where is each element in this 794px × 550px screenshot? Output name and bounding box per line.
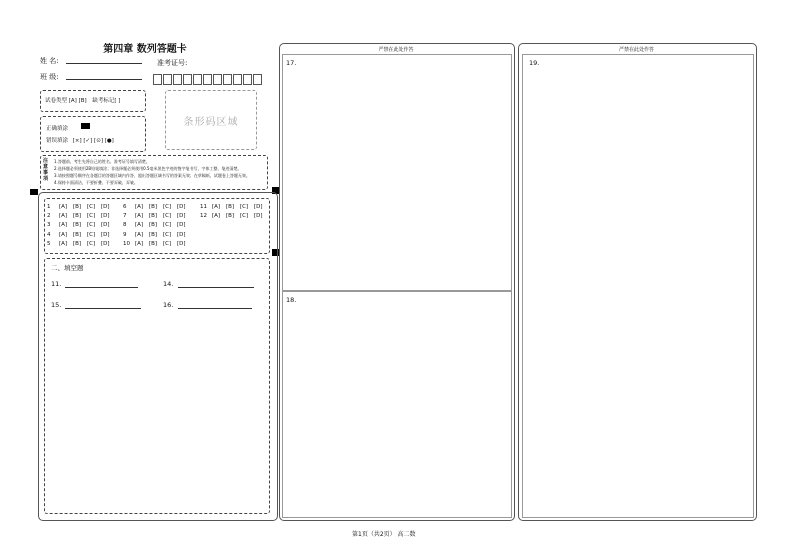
choice-option[interactable]: [A] [135,222,144,229]
choice-option[interactable]: [A] [212,204,221,210]
no-write-notice: 严禁在此处作答 [378,47,414,53]
answer-box-18[interactable] [282,291,512,518]
fill-heading: 二、填空题 [51,264,84,272]
choice-option[interactable]: [D] [254,204,263,210]
fill-item-label: 11. [51,280,62,288]
choice-option[interactable]: [B] [73,204,82,210]
choice-number: 7 [123,213,127,220]
choice-option[interactable]: [A] [135,204,144,210]
note-line: 1.答题前，考生先将自己的姓名、准考证号填写清楚。 [54,159,150,164]
choice-option[interactable]: [A] [135,231,144,238]
choice-number: 11 [200,204,207,210]
choice-row [123,221,191,230]
name-field[interactable] [66,63,142,64]
question-18-label: 18. [286,296,297,304]
choice-number: 10 [123,240,130,247]
choice-option[interactable]: [C] [87,213,96,220]
choice-option[interactable]: [D] [101,240,110,247]
fill-answer-line[interactable] [65,308,141,309]
choice-option[interactable]: [A] [59,222,68,229]
choice-option[interactable]: [B] [73,222,82,229]
choice-option[interactable]: [C] [87,231,96,238]
choice-row [123,212,191,221]
choice-option[interactable]: [C] [240,204,249,210]
notes-box [40,155,268,190]
question-19-label: 19. [529,59,540,67]
choice-number: 2 [47,213,51,220]
class-label: 班 级: [40,73,59,81]
choice-option[interactable]: [A] [59,204,68,210]
choice-number: 12 [200,213,207,220]
fill-answer-line[interactable] [178,308,252,309]
choice-option[interactable]: [B] [149,240,158,247]
choice-option[interactable]: [A] [212,213,221,220]
choice-option[interactable]: [D] [101,231,110,238]
choice-number: 6 [123,204,127,210]
choice-option[interactable]: [D] [177,213,186,220]
correct-fill-label: 正确填涂 [46,126,69,132]
fill-example-box [40,116,146,152]
choice-row [47,203,115,212]
choice-option[interactable]: [B] [226,213,235,220]
note-line: 3.请按照题号顺序在各题目的答题区域内作答，超出答题区域书写的答案无效；在草稿纸、试题卷上答题无效。 [54,173,250,178]
choice-row [123,240,191,249]
choice-option[interactable]: [D] [177,222,186,229]
choice-option[interactable]: [A] [59,213,68,220]
fill-item-label: 15. [51,301,62,309]
choice-option[interactable]: [A] [59,231,68,238]
choice-row [123,203,191,212]
test-type-options[interactable]: [A] [B] [68,98,87,104]
fill-answer-line[interactable] [178,287,254,288]
choice-row [47,240,115,249]
question-17-label: 17. [286,59,297,67]
choice-option[interactable]: [D] [254,213,263,220]
choice-option[interactable]: [C] [163,204,172,210]
choice-option[interactable]: [D] [101,204,110,210]
test-type-label: 试卷类型 [45,98,68,104]
wrong-fill-label: 错误填涂 [46,138,69,144]
choice-option[interactable]: [B] [73,231,82,238]
choice-option[interactable]: [D] [177,204,186,210]
choice-option[interactable]: [B] [149,213,158,220]
choice-row [200,212,268,221]
barcode-area: 条形码区域 [165,90,257,150]
exam-no-label: 准考证号: [157,59,188,67]
sheet-title: 第四章 数列答题卡 [103,44,187,55]
choice-row [47,231,115,240]
fill-item-label: 14. [163,280,174,288]
choice-option[interactable]: [A] [135,240,144,247]
choice-option[interactable]: [A] [135,213,144,220]
absent-mark[interactable]: 缺考标记[ ] [92,98,121,104]
page-footer: 第1页（共2页） 高二数 [352,531,416,538]
choice-option[interactable]: [C] [163,240,172,247]
choice-option[interactable]: [D] [177,231,186,238]
choice-number: 8 [123,222,127,229]
choice-number: 4 [47,231,51,238]
choice-option[interactable]: [B] [149,222,158,229]
notes-heading: 注意事项 [43,158,49,182]
choice-option[interactable]: [C] [87,204,96,210]
choice-option[interactable]: [C] [87,240,96,247]
answer-box-19[interactable] [522,54,754,518]
note-line: 4.保持卡面清洁，不要折叠、不要弄破、弄皱。 [54,180,138,185]
choice-option[interactable]: [C] [240,213,249,220]
class-field[interactable] [66,79,142,80]
choice-option[interactable]: [A] [59,240,68,247]
choice-option[interactable]: [C] [163,231,172,238]
choice-option[interactable]: [D] [101,213,110,220]
choice-option[interactable]: [C] [163,222,172,229]
choice-number: 9 [123,231,127,238]
note-line: 2.选择题必须使用2B铅笔填涂；非选择题必须使用0.5毫米黑色字迹的签字笔书写，字体工整、笔迹清楚。 [54,166,242,171]
choice-section [44,198,270,254]
choice-option[interactable]: [B] [149,204,158,210]
exam-no-boxes[interactable] [153,70,263,86]
choice-row [200,203,268,212]
choice-number: 1 [47,204,51,210]
choice-number: 3 [47,222,51,229]
name-label: 姓 名: [40,57,59,65]
no-write-notice: 严禁在此处作答 [618,47,654,53]
choice-option[interactable]: [B] [226,204,235,210]
registration-mark [30,189,38,195]
choice-row [123,231,191,240]
choice-option[interactable]: [B] [73,240,82,247]
choice-row [47,221,115,230]
fill-answer-line[interactable] [65,287,138,288]
choice-option[interactable]: [B] [73,213,82,220]
choice-number: 5 [47,240,51,247]
choice-option[interactable]: [D] [177,240,186,247]
fill-section [44,258,270,514]
choice-row [47,212,115,221]
wrong-fill-marks: [×] [✓] [⊙] [●] [72,138,114,144]
test-type-box [40,90,146,112]
choice-option[interactable]: [B] [149,231,158,238]
choice-option[interactable]: [C] [163,213,172,220]
choice-option[interactable]: [C] [87,222,96,229]
fill-item-label: 16. [163,301,174,309]
correct-fill-mark [81,123,90,129]
choice-option[interactable]: [D] [101,222,110,229]
answer-box-17[interactable] [282,54,512,291]
